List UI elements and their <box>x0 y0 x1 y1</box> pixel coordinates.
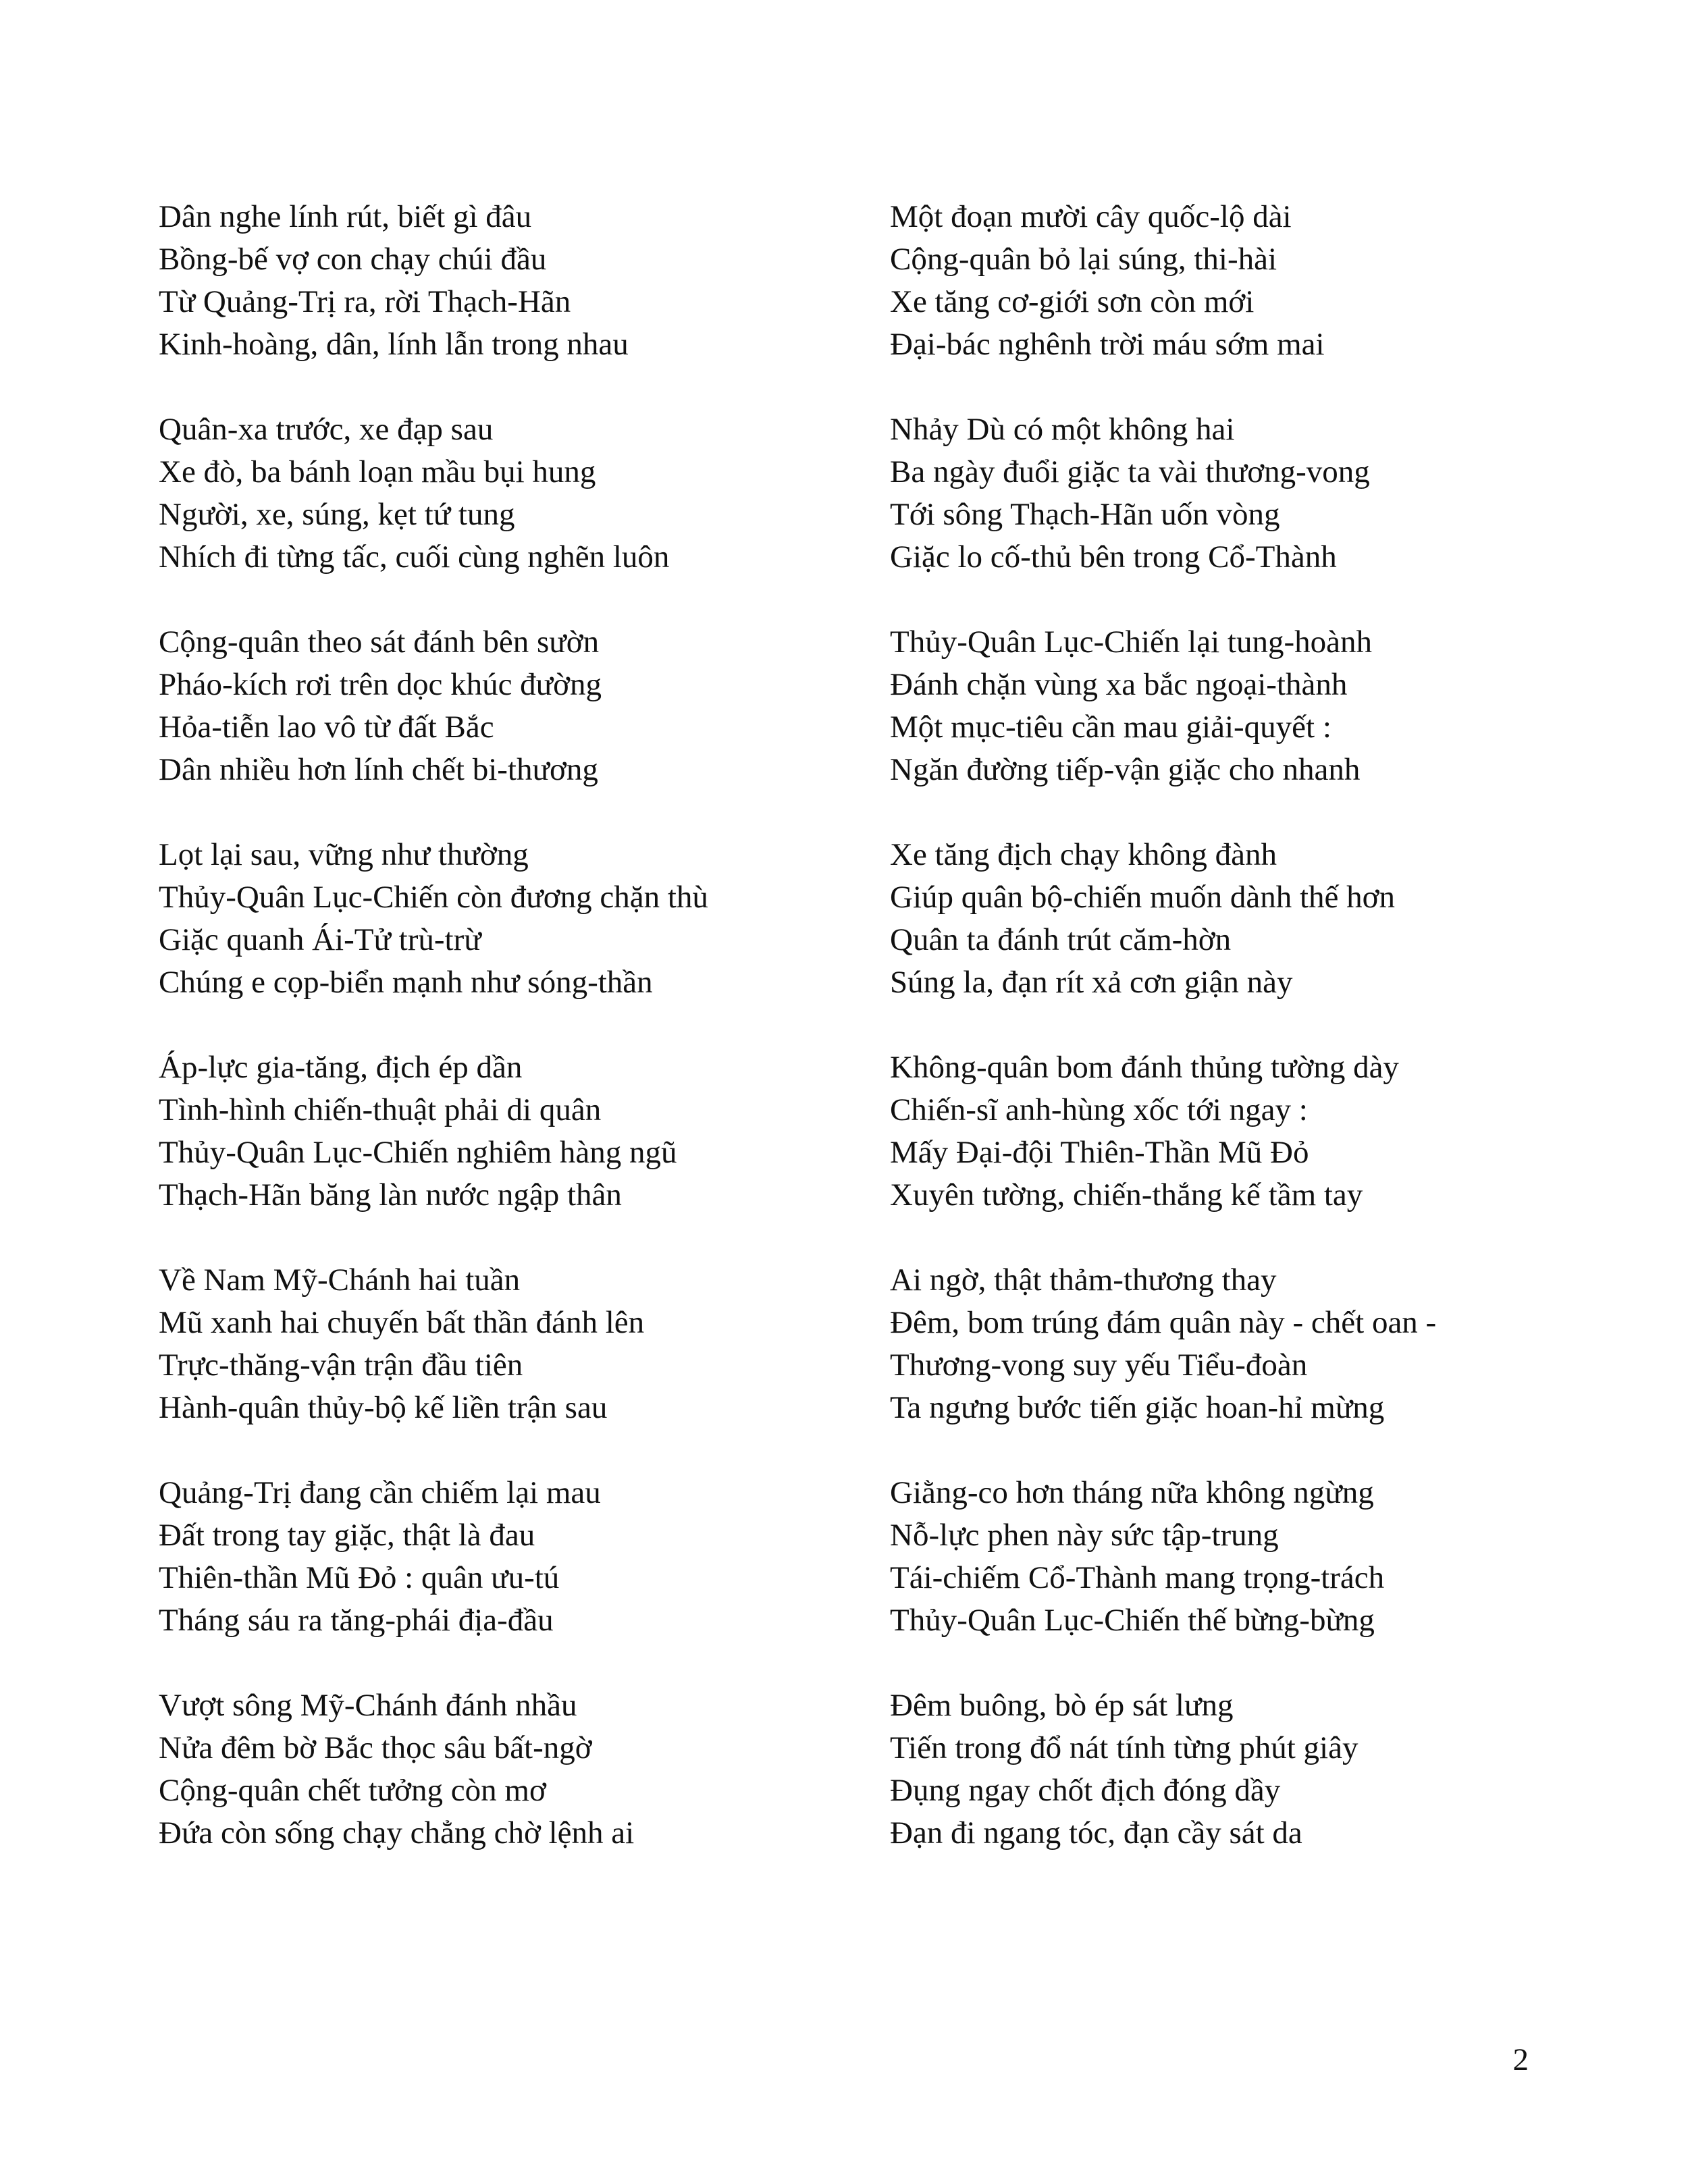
poem-line: Một đoạn mười cây quốc-lộ dài <box>890 199 1292 234</box>
poem-line: Bồng-bế vợ con chạy chúi đầu <box>159 242 547 277</box>
poem-line: Tình-hình chiến-thuật phải di quân <box>159 1092 602 1127</box>
poem-line: Mấy Đại-đội Thiên-Thần Mũ Đỏ <box>890 1135 1309 1170</box>
poem-line: Giặc quanh Ái-Tử trù-trừ <box>159 922 481 957</box>
poem-line: Thiên-thần Mũ Đỏ : quân ưu-tú <box>159 1560 560 1595</box>
poem-line: Đạn đi ngang tóc, đạn cầy sát da <box>890 1815 1302 1850</box>
poem-line: Lọt lại sau, vững như thường <box>159 837 529 872</box>
poem-line: Tới sông Thạch-Hãn uốn vòng <box>890 497 1280 532</box>
poem-stanza <box>159 408 874 579</box>
poem-line: Không-quân bom đánh thủng tường dày <box>890 1050 1399 1085</box>
poem-line: Quân ta đánh trút căm-hờn <box>890 922 1232 957</box>
poem-line: Thủy-Quân Lục-Chiến còn đương chặn thù <box>159 880 708 915</box>
poem-line: Giằng-co hơn tháng nữa không ngừng <box>890 1475 1374 1510</box>
poem-line: Nhảy Dù có một không hai <box>890 412 1235 447</box>
poem-line: Cộng-quân chết tưởng còn mơ <box>159 1773 546 1808</box>
poem-line: Súng la, đạn rít xả cơn giận này <box>890 965 1293 1000</box>
poem-line: Ai ngờ, thật thảm-thương thay <box>890 1262 1277 1298</box>
poem-stanza <box>890 621 1606 791</box>
poem-line: Giặc lo cố-thủ bên trong Cổ-Thành <box>890 539 1337 575</box>
poem-line: Nửa đêm bờ Bắc thọc sâu bất-ngờ <box>159 1730 592 1765</box>
poem-line: Đêm buông, bò ép sát lưng <box>890 1688 1234 1723</box>
poem-line: Quân-xa trước, xe đạp sau <box>159 412 494 447</box>
poem-line: Đụng ngay chốt địch đóng dầy <box>890 1773 1281 1808</box>
poem-line: Nỗ-lực phen này sức tập-trung <box>890 1518 1279 1553</box>
poem-line: Mũ xanh hai chuyến bất thần đánh lên <box>159 1305 645 1340</box>
poem-line: Tái-chiếm Cổ-Thành mang trọng-trách <box>890 1560 1385 1595</box>
poem-line: Dân nhiều hơn lính chết bi-thương <box>159 752 598 787</box>
poem-line: Cộng-quân theo sát đánh bên sườn <box>159 624 600 660</box>
poem-stanza <box>159 1259 874 1429</box>
poem-line: Một mục-tiêu cần mau giải-quyết : <box>890 710 1331 745</box>
poem-stanza <box>159 1046 874 1217</box>
poem-stanza <box>159 1684 874 1855</box>
poem-line: Từ Quảng-Trị ra, rời Thạch-Hãn <box>159 284 571 319</box>
poem-line: Thủy-Quân Lục-Chiến nghiêm hàng ngũ <box>159 1135 677 1170</box>
poem-line: Thạch-Hãn băng làn nước ngập thân <box>159 1177 622 1213</box>
poem-line: Đứa còn sống chạy chẳng chờ lệnh ai <box>159 1815 635 1850</box>
poem-line: Xe tăng địch chạy không đành <box>890 837 1277 872</box>
left-poem-column <box>159 196 874 1897</box>
poem-stanza <box>890 1046 1606 1217</box>
poem-line: Vượt sông Mỹ-Chánh đánh nhầu <box>159 1688 577 1723</box>
poem-line: Đất trong tay giặc, thật là đau <box>159 1518 535 1553</box>
poem-stanza <box>890 1259 1606 1429</box>
poem-line: Xe tăng cơ-giới sơn còn mới <box>890 284 1255 319</box>
poem-stanza <box>890 408 1606 579</box>
page-number: 2 <box>1512 2042 1529 2077</box>
poem-line: Giúp quân bộ-chiến muốn dành thế hơn <box>890 880 1395 915</box>
poem-line: Nhích đi từng tấc, cuối cùng nghẽn luôn <box>159 539 670 575</box>
poem-line: Đánh chặn vùng xa bắc ngoại-thành <box>890 667 1348 702</box>
poem-line: Quảng-Trị đang cần chiếm lại mau <box>159 1475 601 1510</box>
poem-stanza <box>890 834 1606 1004</box>
poem-stanza <box>890 1684 1606 1855</box>
poem-line: Ngăn đường tiếp-vận giặc cho nhanh <box>890 752 1361 787</box>
poem-line: Dân nghe lính rút, biết gì đâu <box>159 199 532 234</box>
right-poem-column <box>890 196 1606 1897</box>
poem-line: Đêm, bom trúng đám quân này - chết oan - <box>890 1305 1437 1340</box>
poem-line: Xuyên tường, chiến-thắng kế tầm tay <box>890 1177 1363 1213</box>
poem-line: Thương-vong suy yếu Tiểu-đoàn <box>890 1348 1308 1383</box>
poem-line: Pháo-kích rơi trên dọc khúc đường <box>159 667 602 702</box>
poem-line: Đại-bác nghênh trời máu sớm mai <box>890 327 1325 362</box>
poem-line: Tiến trong đổ nát tính từng phút giây <box>890 1730 1359 1765</box>
poem-stanza <box>890 1472 1606 1642</box>
poem-line: Cộng-quân bỏ lại súng, thi-hài <box>890 242 1277 277</box>
poem-line: Áp-lực gia-tăng, địch ép dần <box>159 1050 523 1085</box>
poem-line: Ba ngày đuổi giặc ta vài thương-vong <box>890 454 1370 489</box>
poem-line: Người, xe, súng, kẹt tứ tung <box>159 497 515 532</box>
poem-stanza <box>159 1472 874 1642</box>
poem-line: Xe đò, ba bánh loạn mầu bụi hung <box>159 454 596 489</box>
poem-line: Tháng sáu ra tăng-phái địa-đầu <box>159 1603 554 1638</box>
poem-line: Hành-quân thủy-bộ kế liền trận sau <box>159 1390 608 1425</box>
poem-line: Về Nam Mỹ-Chánh hai tuần <box>159 1262 521 1298</box>
poem-line: Kinh-hoàng, dân, lính lẫn trong nhau <box>159 327 629 362</box>
poem-stanza <box>890 196 1606 366</box>
poem-stanza <box>159 834 874 1004</box>
poem-stanza <box>159 621 874 791</box>
poem-line: Thủy-Quân Lục-Chiến thế bừng-bừng <box>890 1603 1375 1638</box>
poem-line: Hỏa-tiễn lao vô từ đất Bắc <box>159 710 494 745</box>
poem-line: Chiến-sĩ anh-hùng xốc tới ngay : <box>890 1092 1308 1127</box>
poem-line: Chúng e cọp-biển mạnh như sóng-thần <box>159 965 653 1000</box>
poem-stanza <box>159 196 874 366</box>
poem-line: Ta ngưng bước tiến giặc hoan-hỉ mừng <box>890 1390 1385 1425</box>
poem-line: Trực-thăng-vận trận đầu tiên <box>159 1348 523 1383</box>
poem-line: Thủy-Quân Lục-Chiến lại tung-hoành <box>890 624 1372 660</box>
